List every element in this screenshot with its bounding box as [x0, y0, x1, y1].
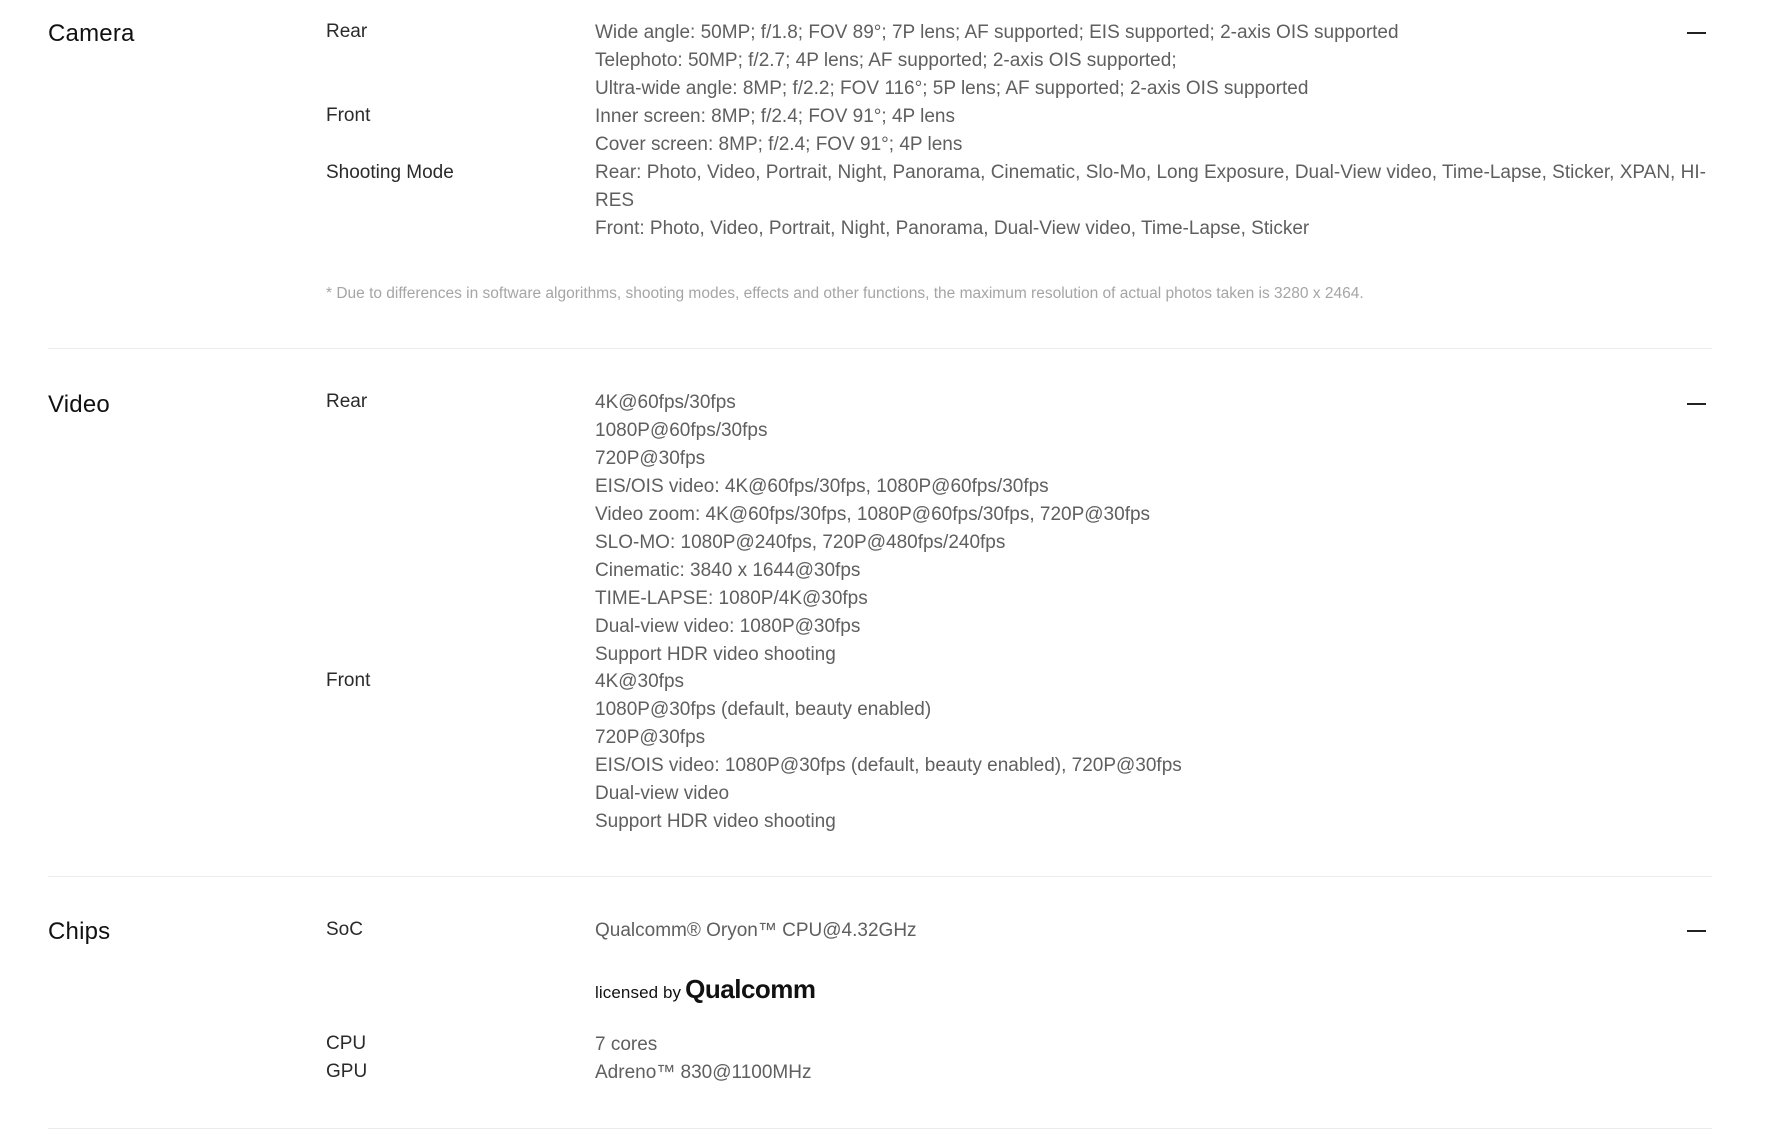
section-divider [48, 876, 1712, 877]
chips-cpu-label: CPU [326, 1033, 367, 1054]
video-rear-line: Dual-view video: 1080P@30fps [595, 616, 861, 637]
logo-licensed-text: licensed by [595, 983, 682, 1002]
chips-section-title: Chips [48, 918, 111, 945]
camera-front-values [595, 103, 1715, 159]
camera-rear-line: Ultra-wide angle: 8MP; f/2.2; FOV 116°; 5P lens; AF supported; 2-axis OIS supported [595, 78, 1309, 99]
section-divider [48, 348, 1712, 349]
video-front-values [595, 668, 1715, 836]
chips-soc-label: SoC [326, 919, 363, 940]
chips-gpu-value: Adreno™ 830@1100MHz [595, 1062, 812, 1083]
video-rear-line: Cinematic: 3840 x 1644@30fps [595, 560, 861, 581]
video-front-label: Front [326, 670, 371, 691]
chips-cpu-values [595, 1031, 1715, 1059]
chips-section [48, 898, 1712, 1130]
video-front-line: Support HDR video shooting [595, 811, 836, 832]
camera-section [48, 0, 1712, 350]
video-section-title: Video [48, 391, 110, 418]
chips-gpu-label: GPU [326, 1061, 368, 1082]
camera-rear-values [595, 19, 1715, 103]
video-rear-line: 4K@60fps/30fps [595, 392, 736, 413]
video-rear-line: Video zoom: 4K@60fps/30fps, 1080P@60fps/30fps, 720P@30fps [595, 504, 1151, 525]
video-rear-line: EIS/OIS video: 4K@60fps/30fps, 1080P@60fps/30fps [595, 476, 1049, 497]
camera-rear-label: Rear [326, 21, 368, 42]
camera-footnote: * Due to differences in software algorithms, shooting modes, effects and other functions, the maximum resolution of actual photos taken is 3280 x 2464. [326, 285, 1364, 302]
video-rear-label: Rear [326, 391, 368, 412]
qualcomm-licensed-logo [595, 974, 816, 1005]
logo-brand-text: Qualcomm [685, 974, 816, 1004]
camera-mode-line: Rear: Photo, Video, Portrait, Night, Panorama, Cinematic, Slo-Mo, Long Exposure, Dual-View video, Time-Lapse, Sticker, XPAN, HI-RES [595, 162, 1706, 211]
section-divider [48, 1128, 1712, 1129]
chips-soc-values [595, 917, 1715, 945]
video-front-line: EIS/OIS video: 1080P@30fps (default, beauty enabled), 720P@30fps [595, 755, 1182, 776]
camera-rear-line: Telephoto: 50MP; f/2.7; 4P lens; AF supported; 2-axis OIS supported; [595, 50, 1177, 71]
camera-shooting-mode-values [595, 159, 1715, 243]
video-rear-line: TIME-LAPSE: 1080P/4K@30fps [595, 588, 868, 609]
video-section [48, 371, 1712, 878]
camera-front-line: Inner screen: 8MP; f/2.4; FOV 91°; 4P lens [595, 106, 955, 127]
camera-front-line: Cover screen: 8MP; f/2.4; FOV 91°; 4P lens [595, 134, 963, 155]
camera-mode-line: Front: Photo, Video, Portrait, Night, Panorama, Dual-View video, Time-Lapse, Sticker [595, 218, 1310, 239]
video-front-line: Dual-view video [595, 783, 730, 804]
video-front-line: 4K@30fps [595, 671, 685, 692]
chips-cpu-value: 7 cores [595, 1034, 658, 1055]
video-front-line: 1080P@30fps (default, beauty enabled) [595, 699, 932, 720]
video-rear-line: SLO-MO: 1080P@240fps, 720P@480fps/240fps [595, 532, 1006, 553]
video-rear-line: Support HDR video shooting [595, 644, 836, 665]
video-front-line: 720P@30fps [595, 727, 706, 748]
camera-rear-line: Wide angle: 50MP; f/1.8; FOV 89°; 7P lens; AF supported; EIS supported; 2-axis OIS supported [595, 22, 1399, 43]
video-rear-line: 720P@30fps [595, 448, 706, 469]
video-rear-values [595, 389, 1715, 669]
camera-section-title: Camera [48, 20, 135, 47]
camera-shooting-mode-label: Shooting Mode [326, 162, 454, 183]
video-rear-line: 1080P@60fps/30fps [595, 420, 768, 441]
chips-gpu-values [595, 1059, 1715, 1087]
camera-front-label: Front [326, 105, 371, 126]
chips-soc-value: Qualcomm® Oryon™ CPU@4.32GHz [595, 920, 917, 941]
